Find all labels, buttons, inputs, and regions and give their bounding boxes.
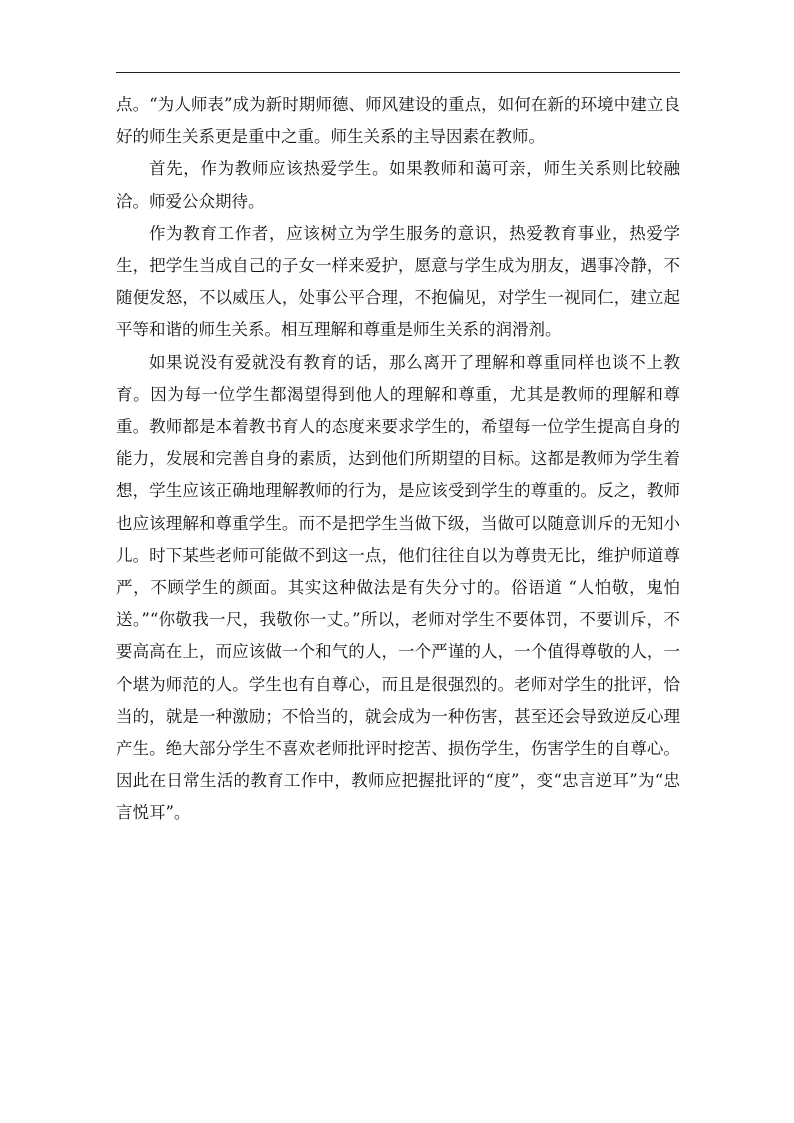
paragraph-educator-role: 作为教育工作者，应该树立为学生服务的意识，热爱教育事业，热爱学生，把学生当成自己的子女一样来爱护，愿意与学生成为朋友，遇事冷静，不随便发怒，不以威压人，处事公平合理，不抱偏见，对学生一视同仁，建立起平等和谐的师生关系。相互理解和尊重是师生关系的润滑剂。: [116, 223, 680, 340]
paragraph-understanding-respect: 如果说没有爱就没有教育的话，那么离开了理解和尊重同样也谈不上教育。因为每一位学生都渴望得到他人的理解和尊重，尤其是教师的理解和尊重。教师都是本着教书育人的态度来要求学生的，希望每一位学生提高自身的能力，发展和完善自身的素质，达到他们所期望的目标。这都是教师为学生着想，学生应该正确地理解教师的行为，是应该受到学生的尊重的。反之，教师也应该理解和尊重学生。而不是把学生当做下级，当做可以随意训斥的无知小儿。时下某些老师可能做不到这一点，他们往往自以为尊贵无比，维护师道尊严，不顾学生的颜面。其实这种做法是有失分寸的。俗语道 “人怕敬，鬼怕送。”“你敬我一尺，我敬你一丈。”所以，老师对学生不要体罚，不要训斥，不要高高在上，而应该做一个和气的人，一个严谨的人，一个值得尊敬的人，一个堪为师范的人。学生也有自尊心，而且是很强烈的。老师对学生的批评，恰当的，就是一种激励；不恰当的，就会成为一种伤害，甚至还会导致逆反心理产生。绝大部分学生不喜欢老师批评时挖苦、损伤学生，伤害学生的自尊心。因此在日常生活的教育工作中，教师应把握批评的“度”，变“忠言逆耳”为“忠言悦耳”。: [116, 352, 680, 823]
header-rule: [116, 72, 680, 73]
paragraph-continuation: 点。“为人师表”成为新时期师德、师风建设的重点，如何在新的环境中建立良好的师生关系更是重中之重。师生关系的主导因素在教师。: [116, 95, 680, 147]
body-text: [116, 89, 680, 830]
paragraph-love-students: 首先，作为教师应该热爱学生。如果教师和蔼可亲，师生关系则比较融洽。师爱公众期待。: [116, 159, 680, 211]
